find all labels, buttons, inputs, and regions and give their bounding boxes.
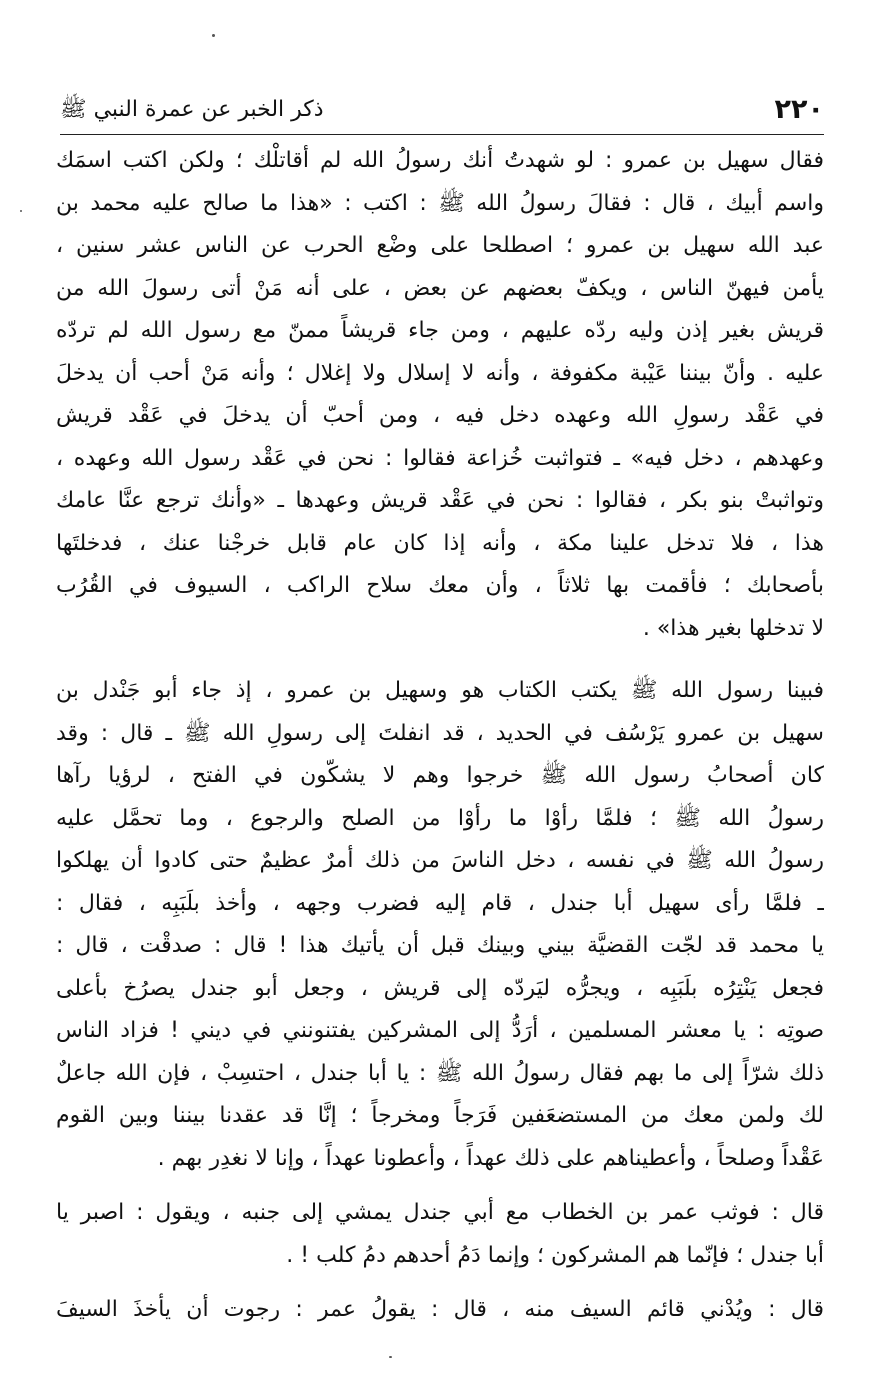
text-line: ـ فلمَّا رأى سهيل أبا جندل ، قام إليه فضرب وجهه ، وأخذ بلَبَبِه ، فقال : (56, 890, 824, 916)
text-line: فبينا رسول الله ﷺ يكتب الكتاب هو وسهيل بن عمرو ، إذ جاء أبو جَنْدل بن (56, 678, 824, 703)
text-line: عَقْداً وصلحاً ، وأعطيناهم على ذلك عهداً ، وأعطونا عهداً ، وإنا لا نغدِر بهم . (157, 1145, 824, 1171)
page-body (56, 140, 824, 1332)
text-line: وعهدهم ، دخل فيه» ـ فتواثبت خُزاعة فقالوا : نحن في عَقْد رسول الله وعهده ، (56, 445, 824, 471)
text-line: رسولُ الله ﷺ ؛ فلمَّا رأوْا ما رأوْا من الصلح والرجوع ، وما تحمَّل عليه (56, 805, 824, 831)
paragraph-1 (56, 140, 824, 650)
text-line: قال : ويُدْني قائم السيف منه ، قال : يقولُ عمر : رجوت أن يأخذَ السيفَ (56, 1297, 824, 1322)
page-number: ٢٢٠ (774, 94, 824, 125)
text-line: سهيل بن عمرو يَرْسُف في الحديد ، قد انفلتَ إلى رسولِ الله ﷺ ـ قال : وقد (56, 720, 824, 746)
text-line: قريش بغير إذن وليه ردّه عليهم ، ومن جاء قريشاً ممنّ مع رسول الله لم تردّه (56, 318, 824, 343)
scan-speck (389, 1356, 392, 1358)
text-line: لك ولمن معك من المستضعَفين فَرَجاً ومخرجاً ؛ إنَّا قد عقدنا بيننا وبين القوم (56, 1103, 824, 1128)
text-line: لا تدخلها بغير هذا» . (642, 615, 824, 641)
text-line: صوتِه : يا معشر المسلمين ، أرَدُّ إلى المشركين يفتنونني في ديني ! فزاد الناس (56, 1018, 824, 1043)
text-line: هذا ، فلا تدخل علينا مكة ، وأنه إذا كان عام قابل خرجْنا عنك ، فدخلتَها (56, 530, 824, 556)
text-line: يا محمد قد لجّت القضيَّة بيني وبينك قبل أن يأتيك هذا ! قال : صدقْت ، قال : (56, 933, 824, 958)
paragraph-spacer (56, 1180, 824, 1192)
text-line: قال : فوثب عمر بن الخطاب مع أبي جندل يمشي إلى جنبه ، ويقول : اصبر يا (56, 1200, 824, 1225)
header-divider (60, 134, 824, 135)
paragraph-2 (56, 670, 824, 1180)
running-title: ذكر الخبر عن عمرة النبي ﷺ (60, 97, 324, 122)
text-line: يأمن فيهنّ الناس ، ويكفّ بعضهم عن بعض ، على أنه مَنْ أتى رسولَ الله من (56, 275, 824, 301)
text-line: رسولُ الله ﷺ في نفسه ، دخل الناسَ من ذلك أمرٌ عظيمٌ حتى كادوا أن يهلكوا (56, 848, 824, 873)
text-line: عليه . وأنّ بيننا عَيْبة مكفوفة ، وأنه لا إسلال ولا إغلال ؛ وأنه مَنْ أحب أن يدخلَ (56, 360, 824, 386)
text-line: فقال سهيل بن عمرو : لو شهدتُ أنك رسولُ الله لم أقاتلْك ؛ ولكن اكتب اسمَك (56, 148, 824, 173)
paragraph-4 (56, 1289, 824, 1332)
paragraph-3 (56, 1192, 824, 1277)
text-line: بأصحابك ؛ فأقمت بها ثلاثاً ، وأن معك سلاح الراكب ، السيوف في القُرُب (56, 573, 824, 598)
scan-speck (20, 210, 22, 212)
scan-speck (212, 34, 215, 37)
text-line: واسم أبيك ، قال : فقالَ رسولُ الله ﷺ : اكتب : «هذا ما صالح عليه محمد بن (56, 190, 824, 216)
text-line: أبا جندل ؛ فإنّما هم المشركون ؛ وإنما دَمُ أحدهم دمُ كلب ! . (286, 1242, 824, 1268)
text-line: كان أصحابُ رسول الله ﷺ خرجوا وهم لا يشكّون في الفتح ، لرؤيا رآها (56, 763, 824, 788)
text-line: وتواثبتْ بنو بكر ، فقالوا : نحن في عَقْد قريش وعهدها ـ «وأنك ترجع عنَّا عامك (56, 488, 824, 513)
text-line: ذلك شرّاً إلى ما بهم فقال رسولُ الله ﷺ : يا أبا جندل ، احتسِبْ ، فإن الله جاعلٌ (56, 1060, 824, 1086)
paragraph-spacer (56, 650, 824, 670)
text-line: فجعل يَنْتِرُه بلَبَبِه ، ويجرُّه ليَردّه إلى قريش ، وجعل أبو جندل يصرُخ بأعلى (56, 975, 824, 1001)
page-header (60, 92, 824, 132)
text-line: عبد الله سهيل بن عمرو ؛ اصطلحا على وضْع الحرب عن الناس عشر سنين ، (56, 233, 824, 258)
text-line: في عَقْد رسولِ الله وعهده دخل فيه ، ومن أحبّ أن يدخلَ في عَقْد قريش (56, 403, 824, 428)
paragraph-spacer (56, 1277, 824, 1289)
